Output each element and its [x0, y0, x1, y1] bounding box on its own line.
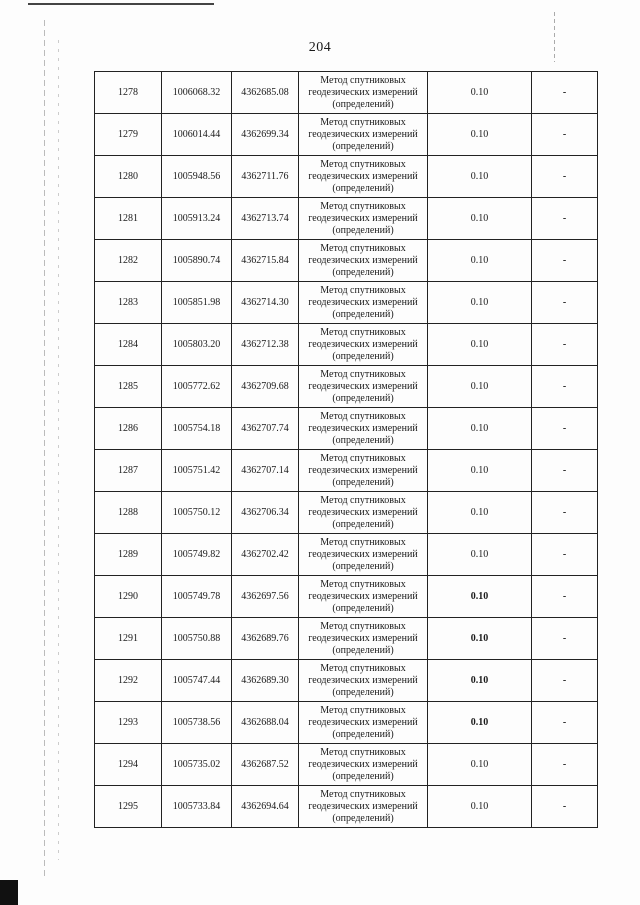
table-row	[95, 702, 598, 744]
table-row	[95, 744, 598, 786]
note-cell: -	[532, 744, 598, 786]
accuracy-cell: 0.10	[428, 492, 532, 534]
method-line: Метод спутниковых	[320, 284, 406, 296]
method-line: (определений)	[332, 728, 394, 740]
y-coordinate-cell: 4362687.52	[232, 744, 299, 786]
method-line: Метод спутниковых	[320, 620, 406, 632]
scan-edge-mark	[0, 880, 18, 905]
method-line: геодезических измерений	[308, 590, 418, 602]
point-number-cell: 1293	[95, 702, 162, 744]
y-coordinate-cell: 4362711.76	[232, 156, 299, 198]
y-coordinate-cell: 4362702.42	[232, 534, 299, 576]
y-coordinate-cell: 4362707.74	[232, 408, 299, 450]
accuracy-cell: 0.10	[428, 576, 532, 618]
table-row	[95, 324, 598, 366]
method-cell	[299, 618, 428, 660]
note-cell: -	[532, 786, 598, 828]
y-coordinate-cell: 4362689.30	[232, 660, 299, 702]
table-row	[95, 366, 598, 408]
table-row	[95, 450, 598, 492]
accuracy-cell: 0.10	[428, 702, 532, 744]
y-coordinate-cell: 4362712.38	[232, 324, 299, 366]
accuracy-cell: 0.10	[428, 366, 532, 408]
table-row	[95, 576, 598, 618]
method-cell	[299, 240, 428, 282]
note-cell: -	[532, 450, 598, 492]
method-line: геодезических измерений	[308, 380, 418, 392]
table-row	[95, 156, 598, 198]
point-number-cell: 1286	[95, 408, 162, 450]
table-row	[95, 618, 598, 660]
y-coordinate-cell: 4362707.14	[232, 450, 299, 492]
note-cell: -	[532, 702, 598, 744]
method-line: геодезических измерений	[308, 338, 418, 350]
accuracy-cell: 0.10	[428, 450, 532, 492]
method-line: Метод спутниковых	[320, 368, 406, 380]
accuracy-cell: 0.10	[428, 114, 532, 156]
table-row	[95, 198, 598, 240]
method-line: (определений)	[332, 392, 394, 404]
table-row	[95, 534, 598, 576]
x-coordinate-cell: 1005750.12	[162, 492, 232, 534]
method-line: (определений)	[332, 476, 394, 488]
accuracy-cell: 0.10	[428, 156, 532, 198]
accuracy-cell: 0.10	[428, 660, 532, 702]
method-cell	[299, 366, 428, 408]
point-number-cell: 1278	[95, 72, 162, 114]
method-cell	[299, 72, 428, 114]
method-line: (определений)	[332, 98, 394, 110]
method-cell	[299, 744, 428, 786]
x-coordinate-cell: 1005738.56	[162, 702, 232, 744]
y-coordinate-cell: 4362715.84	[232, 240, 299, 282]
coordinates-table-body	[95, 72, 598, 828]
method-line: геодезических измерений	[308, 422, 418, 434]
x-coordinate-cell: 1005749.82	[162, 534, 232, 576]
method-cell	[299, 408, 428, 450]
accuracy-cell: 0.10	[428, 786, 532, 828]
y-coordinate-cell: 4362689.76	[232, 618, 299, 660]
x-coordinate-cell: 1005913.24	[162, 198, 232, 240]
method-line: (определений)	[332, 770, 394, 782]
table-row	[95, 786, 598, 828]
accuracy-cell: 0.10	[428, 618, 532, 660]
method-line: геодезических измерений	[308, 632, 418, 644]
note-cell: -	[532, 282, 598, 324]
y-coordinate-cell: 4362685.08	[232, 72, 299, 114]
x-coordinate-cell: 1005948.56	[162, 156, 232, 198]
x-coordinate-cell: 1005750.88	[162, 618, 232, 660]
x-coordinate-cell: 1005733.84	[162, 786, 232, 828]
method-line: геодезических измерений	[308, 758, 418, 770]
method-line: (определений)	[332, 182, 394, 194]
method-cell	[299, 114, 428, 156]
y-coordinate-cell: 4362706.34	[232, 492, 299, 534]
table-row	[95, 408, 598, 450]
note-cell: -	[532, 72, 598, 114]
method-cell	[299, 492, 428, 534]
method-cell	[299, 282, 428, 324]
method-line: Метод спутниковых	[320, 200, 406, 212]
method-cell	[299, 702, 428, 744]
table-row	[95, 660, 598, 702]
method-line: (определений)	[332, 140, 394, 152]
x-coordinate-cell: 1006068.32	[162, 72, 232, 114]
method-line: (определений)	[332, 350, 394, 362]
note-cell: -	[532, 660, 598, 702]
point-number-cell: 1281	[95, 198, 162, 240]
accuracy-cell: 0.10	[428, 408, 532, 450]
x-coordinate-cell: 1005754.18	[162, 408, 232, 450]
method-line: Метод спутниковых	[320, 494, 406, 506]
note-cell: -	[532, 492, 598, 534]
method-line: Метод спутниковых	[320, 242, 406, 254]
point-number-cell: 1292	[95, 660, 162, 702]
method-line: (определений)	[332, 308, 394, 320]
table-row	[95, 282, 598, 324]
method-cell	[299, 198, 428, 240]
point-number-cell: 1294	[95, 744, 162, 786]
y-coordinate-cell: 4362709.68	[232, 366, 299, 408]
note-cell: -	[532, 618, 598, 660]
note-cell: -	[532, 324, 598, 366]
x-coordinate-cell: 1005772.62	[162, 366, 232, 408]
method-line: Метод спутниковых	[320, 536, 406, 548]
point-number-cell: 1287	[95, 450, 162, 492]
method-line: Метод спутниковых	[320, 662, 406, 674]
method-line: Метод спутниковых	[320, 158, 406, 170]
method-line: геодезических измерений	[308, 548, 418, 560]
method-line: (определений)	[332, 518, 394, 530]
point-number-cell: 1280	[95, 156, 162, 198]
accuracy-cell: 0.10	[428, 198, 532, 240]
method-line: геодезических измерений	[308, 212, 418, 224]
top-rule	[28, 3, 214, 5]
method-cell	[299, 660, 428, 702]
method-line: геодезических измерений	[308, 506, 418, 518]
method-line: Метод спутниковых	[320, 746, 406, 758]
y-coordinate-cell: 4362699.34	[232, 114, 299, 156]
y-coordinate-cell: 4362697.56	[232, 576, 299, 618]
note-cell: -	[532, 366, 598, 408]
x-coordinate-cell: 1005747.44	[162, 660, 232, 702]
method-cell	[299, 786, 428, 828]
method-line: геодезических измерений	[308, 464, 418, 476]
point-number-cell: 1290	[95, 576, 162, 618]
page-number: 204	[308, 40, 332, 55]
point-number-cell: 1289	[95, 534, 162, 576]
method-line: (определений)	[332, 266, 394, 278]
method-cell	[299, 450, 428, 492]
x-coordinate-cell: 1005749.78	[162, 576, 232, 618]
x-coordinate-cell: 1005803.20	[162, 324, 232, 366]
x-coordinate-cell: 1006014.44	[162, 114, 232, 156]
method-line: геодезических измерений	[308, 128, 418, 140]
note-cell: -	[532, 408, 598, 450]
point-number-cell: 1279	[95, 114, 162, 156]
table-row	[95, 114, 598, 156]
method-line: геодезических измерений	[308, 800, 418, 812]
method-line: Метод спутниковых	[320, 326, 406, 338]
point-number-cell: 1283	[95, 282, 162, 324]
x-coordinate-cell: 1005890.74	[162, 240, 232, 282]
note-cell: -	[532, 114, 598, 156]
accuracy-cell: 0.10	[428, 240, 532, 282]
method-line: геодезических измерений	[308, 674, 418, 686]
y-coordinate-cell: 4362714.30	[232, 282, 299, 324]
accuracy-cell: 0.10	[428, 744, 532, 786]
accuracy-cell: 0.10	[428, 534, 532, 576]
method-line: (определений)	[332, 686, 394, 698]
method-line: (определений)	[332, 224, 394, 236]
table-row	[95, 492, 598, 534]
note-cell: -	[532, 240, 598, 282]
scan-margin-line	[44, 20, 45, 880]
method-line: (определений)	[332, 602, 394, 614]
method-line: геодезических измерений	[308, 170, 418, 182]
method-line: геодезических измерений	[308, 254, 418, 266]
note-cell: -	[532, 156, 598, 198]
method-line: Метод спутниковых	[320, 578, 406, 590]
accuracy-cell: 0.10	[428, 324, 532, 366]
method-line: геодезических измерений	[308, 86, 418, 98]
note-cell: -	[532, 576, 598, 618]
point-number-cell: 1285	[95, 366, 162, 408]
method-cell	[299, 576, 428, 618]
x-coordinate-cell: 1005751.42	[162, 450, 232, 492]
note-cell: -	[532, 198, 598, 240]
accuracy-cell: 0.10	[428, 72, 532, 114]
method-line: (определений)	[332, 644, 394, 656]
method-cell	[299, 534, 428, 576]
x-coordinate-cell: 1005735.02	[162, 744, 232, 786]
point-number-cell: 1291	[95, 618, 162, 660]
method-line: геодезических измерений	[308, 716, 418, 728]
method-line: (определений)	[332, 434, 394, 446]
method-line: Метод спутниковых	[320, 116, 406, 128]
method-line: Метод спутниковых	[320, 74, 406, 86]
y-coordinate-cell: 4362713.74	[232, 198, 299, 240]
method-line: геодезических измерений	[308, 296, 418, 308]
x-coordinate-cell: 1005851.98	[162, 282, 232, 324]
method-line: Метод спутниковых	[320, 410, 406, 422]
method-cell	[299, 156, 428, 198]
method-line: Метод спутниковых	[320, 704, 406, 716]
method-line: Метод спутниковых	[320, 788, 406, 800]
coordinates-table	[94, 71, 598, 828]
table-row	[95, 72, 598, 114]
point-number-cell: 1282	[95, 240, 162, 282]
accuracy-cell: 0.10	[428, 282, 532, 324]
point-number-cell: 1295	[95, 786, 162, 828]
method-cell	[299, 324, 428, 366]
point-number-cell: 1288	[95, 492, 162, 534]
point-number-cell: 1284	[95, 324, 162, 366]
y-coordinate-cell: 4362688.04	[232, 702, 299, 744]
table-row	[95, 240, 598, 282]
y-coordinate-cell: 4362694.64	[232, 786, 299, 828]
scan-margin-line	[58, 40, 59, 860]
method-line: (определений)	[332, 812, 394, 824]
method-line: (определений)	[332, 560, 394, 572]
note-cell: -	[532, 534, 598, 576]
method-line: Метод спутниковых	[320, 452, 406, 464]
